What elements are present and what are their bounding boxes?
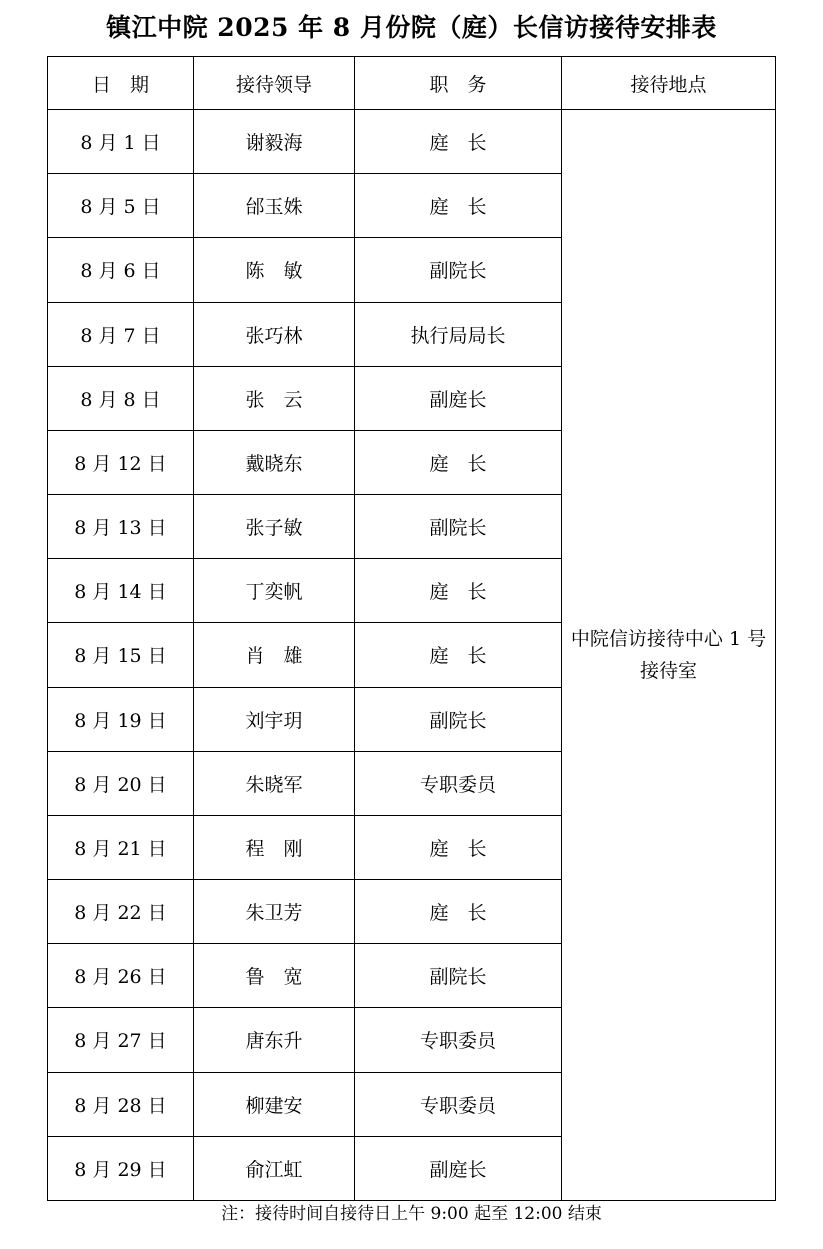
cell-location: 中院信访接待中心 1 号接待室 — [562, 110, 776, 1201]
cell-date: 8 月 14 日 — [48, 559, 194, 623]
cell-position: 专职委员 — [355, 751, 562, 815]
cell-leader: 俞江虹 — [194, 1136, 355, 1200]
table-body — [48, 110, 776, 1201]
reception-schedule-table — [47, 56, 776, 1201]
cell-leader: 肖 雄 — [194, 623, 355, 687]
header-location: 接待地点 — [562, 57, 776, 110]
cell-position: 庭 长 — [355, 623, 562, 687]
cell-position: 庭 长 — [355, 110, 562, 174]
cell-leader: 程 刚 — [194, 815, 355, 879]
cell-position: 庭 长 — [355, 815, 562, 879]
cell-position: 专职委员 — [355, 1008, 562, 1072]
cell-leader: 朱晓军 — [194, 751, 355, 815]
cell-date: 8 月 28 日 — [48, 1072, 194, 1136]
cell-leader: 陈 敏 — [194, 238, 355, 302]
cell-date: 8 月 19 日 — [48, 687, 194, 751]
cell-position: 庭 长 — [355, 880, 562, 944]
cell-position: 副庭长 — [355, 366, 562, 430]
cell-leader: 唐东升 — [194, 1008, 355, 1072]
cell-position: 副院长 — [355, 238, 562, 302]
cell-date: 8 月 21 日 — [48, 815, 194, 879]
cell-position: 庭 长 — [355, 174, 562, 238]
cell-date: 8 月 12 日 — [48, 430, 194, 494]
cell-leader: 丁奕帆 — [194, 559, 355, 623]
cell-date: 8 月 22 日 — [48, 880, 194, 944]
table-header-row — [48, 57, 776, 110]
table-row — [48, 110, 776, 174]
cell-position: 副院长 — [355, 944, 562, 1008]
cell-leader: 柳建安 — [194, 1072, 355, 1136]
cell-date: 8 月 27 日 — [48, 1008, 194, 1072]
cell-date: 8 月 20 日 — [48, 751, 194, 815]
cell-date: 8 月 5 日 — [48, 174, 194, 238]
cell-position: 专职委员 — [355, 1072, 562, 1136]
cell-leader: 张子敏 — [194, 495, 355, 559]
cell-position: 执行局局长 — [355, 302, 562, 366]
cell-date: 8 月 26 日 — [48, 944, 194, 1008]
cell-leader: 张 云 — [194, 366, 355, 430]
cell-date: 8 月 7 日 — [48, 302, 194, 366]
header-leader: 接待领导 — [194, 57, 355, 110]
cell-position: 副庭长 — [355, 1136, 562, 1200]
header-date: 日 期 — [48, 57, 194, 110]
cell-date: 8 月 8 日 — [48, 366, 194, 430]
cell-leader: 鲁 宽 — [194, 944, 355, 1008]
cell-leader: 邰玉姝 — [194, 174, 355, 238]
footnote: 注：接待时间自接待日上午 9:00 起至 12:00 结束 — [221, 1204, 602, 1224]
cell-leader: 刘宇玥 — [194, 687, 355, 751]
cell-position: 副院长 — [355, 687, 562, 751]
cell-leader: 谢毅海 — [194, 110, 355, 174]
cell-date: 8 月 13 日 — [48, 495, 194, 559]
cell-position: 庭 长 — [355, 430, 562, 494]
cell-position: 副院长 — [355, 495, 562, 559]
cell-leader: 张巧林 — [194, 302, 355, 366]
header-position: 职 务 — [355, 57, 562, 110]
cell-leader: 戴晓东 — [194, 430, 355, 494]
cell-date: 8 月 1 日 — [48, 110, 194, 174]
cell-date: 8 月 29 日 — [48, 1136, 194, 1200]
document-title: 镇江中院 2025 年 8 月份院（庭）长信访接待安排表 — [106, 13, 717, 42]
cell-leader: 朱卫芳 — [194, 880, 355, 944]
cell-position: 庭 长 — [355, 559, 562, 623]
cell-date: 8 月 6 日 — [48, 238, 194, 302]
cell-date: 8 月 15 日 — [48, 623, 194, 687]
